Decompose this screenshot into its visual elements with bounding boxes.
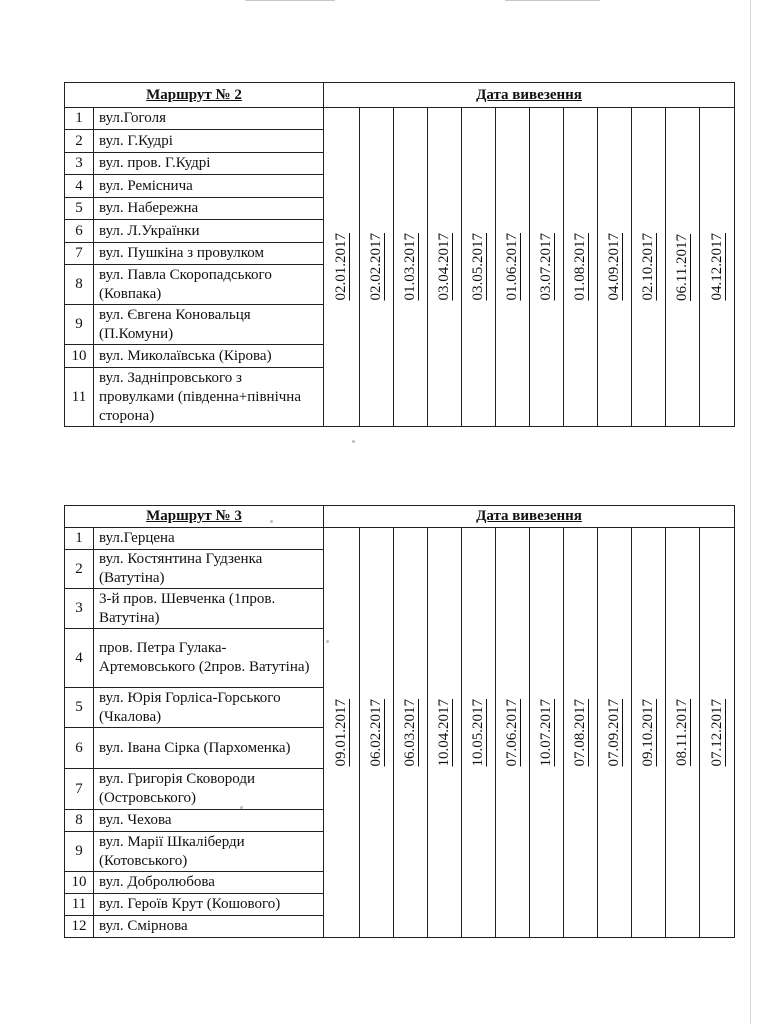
street-name: вул.Герцена <box>94 528 324 550</box>
street-name: вул. Реміснича <box>94 175 324 198</box>
row-number: 6 <box>65 728 94 769</box>
street-name: пров. Петра Гулака-Артемовського (2пров. Ватутіна) <box>94 629 324 688</box>
collection-date-cell <box>564 108 598 427</box>
row-number: 3 <box>65 153 94 175</box>
street-name: вул. Задніпровського з провулками (південна+північна сторона) <box>94 368 324 427</box>
collection-date: 10.04.2017 <box>436 698 452 767</box>
row-number: 11 <box>65 368 94 427</box>
collection-date-cell <box>428 528 462 938</box>
collection-date-cell <box>428 108 462 427</box>
collection-date-cell <box>666 108 700 427</box>
collection-date: 06.03.2017 <box>402 698 418 767</box>
street-name: вул. Миколаївська (Кірова) <box>94 345 324 368</box>
collection-date: 07.06.2017 <box>504 698 520 767</box>
street-name: вул. Юрія Горліса-Горського (Чкалова) <box>94 688 324 728</box>
collection-date: 02.01.2017 <box>333 233 349 301</box>
row-number: 5 <box>65 198 94 220</box>
collection-date-cell <box>360 528 394 938</box>
street-name: вул. Григорія Сковороди (Островського) <box>94 769 324 810</box>
collection-date: 02.02.2017 <box>368 233 384 301</box>
row-number: 7 <box>65 769 94 810</box>
collection-date-cell <box>496 528 530 938</box>
street-name: вул. Л.Українки <box>94 220 324 243</box>
collection-date-cell <box>462 528 496 938</box>
street-name: вул. Марії Шкаліберди (Котовського) <box>94 832 324 872</box>
table-row <box>65 108 735 130</box>
collection-date-cell <box>530 528 564 938</box>
street-name: вул. Смірнова <box>94 916 324 938</box>
scan-speck <box>270 520 273 523</box>
street-name: вул. Г.Кудрі <box>94 130 324 153</box>
street-name: вул. Євгена Коновальця (П.Комуни) <box>94 305 324 345</box>
collection-date-cell <box>666 528 700 938</box>
row-number: 9 <box>65 305 94 345</box>
street-name: вул. Івана Сірка (Пархоменка) <box>94 728 324 769</box>
row-number: 8 <box>65 810 94 832</box>
page-edge-shadow <box>750 0 751 1024</box>
collection-date: 02.10.2017 <box>640 233 656 301</box>
collection-date: 07.12.2017 <box>708 698 725 767</box>
collection-date: 08.11.2017 <box>674 699 690 766</box>
street-name: вул. Набережна <box>94 198 324 220</box>
row-number: 12 <box>65 916 94 938</box>
street-name: вул. Пушкіна з провулком <box>94 243 324 265</box>
route-2-table <box>64 82 735 427</box>
scan-artifact-line <box>245 0 335 1</box>
street-name: вул. Чехова <box>94 810 324 832</box>
collection-date-cell <box>700 108 735 427</box>
collection-date-cell <box>496 108 530 427</box>
collection-date: 10.07.2017 <box>538 698 554 767</box>
collection-date: 01.03.2017 <box>402 233 418 301</box>
route-title: Маршрут № 3 <box>65 506 324 528</box>
collection-date-cell <box>598 528 632 938</box>
scan-speck <box>326 640 329 643</box>
row-number: 10 <box>65 345 94 368</box>
collection-date: 09.10.2017 <box>640 698 656 767</box>
street-name: вул. Павла Скоропадського (Ковпака) <box>94 265 324 305</box>
collection-date: 06.11.2017 <box>674 233 690 301</box>
street-name: вул. пров. Г.Кудрі <box>94 153 324 175</box>
collection-date-cell <box>394 528 428 938</box>
collection-date: 10.05.2017 <box>470 698 486 767</box>
collection-date: 01.08.2017 <box>572 233 588 301</box>
row-number: 6 <box>65 220 94 243</box>
collection-date-cell <box>324 528 360 938</box>
collection-date: 03.07.2017 <box>538 233 554 301</box>
collection-date-cell <box>530 108 564 427</box>
row-number: 11 <box>65 894 94 916</box>
row-number: 4 <box>65 629 94 688</box>
scan-speck <box>352 440 355 443</box>
street-name: вул. Добролюбова <box>94 872 324 894</box>
row-number: 10 <box>65 872 94 894</box>
route-3-table <box>64 505 735 938</box>
collection-date: 03.05.2017 <box>470 233 486 301</box>
route-title: Маршрут № 2 <box>65 83 324 108</box>
street-name: вул.Гоголя <box>94 108 324 130</box>
collection-date-cell <box>632 528 666 938</box>
scan-artifact-line <box>505 0 600 1</box>
collection-date-cell <box>324 108 360 427</box>
row-number: 7 <box>65 243 94 265</box>
street-name: вул. Героїв Крут (Кошового) <box>94 894 324 916</box>
collection-date: 01.06.2017 <box>504 233 520 301</box>
collection-date: 04.09.2017 <box>606 233 622 301</box>
collection-date: 04.12.2017 <box>708 233 725 301</box>
row-number: 2 <box>65 130 94 153</box>
row-number: 1 <box>65 108 94 130</box>
scan-speck <box>240 806 243 809</box>
street-name: 3-й пров. Шевченка (1пров. Ватутіна) <box>94 589 324 629</box>
collection-date-cell <box>360 108 394 427</box>
street-name: вул. Костянтина Гудзенка (Ватутіна) <box>94 550 324 589</box>
row-number: 3 <box>65 589 94 629</box>
collection-date: 06.02.2017 <box>368 698 384 767</box>
collection-date-cell <box>700 528 735 938</box>
collection-date-cell <box>394 108 428 427</box>
collection-date: 07.08.2017 <box>572 698 588 767</box>
row-number: 1 <box>65 528 94 550</box>
collection-date-cell <box>598 108 632 427</box>
date-header: Дата вивезення <box>324 83 735 108</box>
row-number: 2 <box>65 550 94 589</box>
collection-date-cell <box>564 528 598 938</box>
row-number: 9 <box>65 832 94 872</box>
date-header: Дата вивезення <box>324 506 735 528</box>
row-number: 5 <box>65 688 94 728</box>
collection-date-cell <box>632 108 666 427</box>
collection-date: 09.01.2017 <box>333 698 349 767</box>
row-number: 4 <box>65 175 94 198</box>
collection-date: 03.04.2017 <box>436 233 452 301</box>
table-row <box>65 528 735 550</box>
collection-date-cell <box>462 108 496 427</box>
collection-date: 07.09.2017 <box>606 698 622 767</box>
row-number: 8 <box>65 265 94 305</box>
